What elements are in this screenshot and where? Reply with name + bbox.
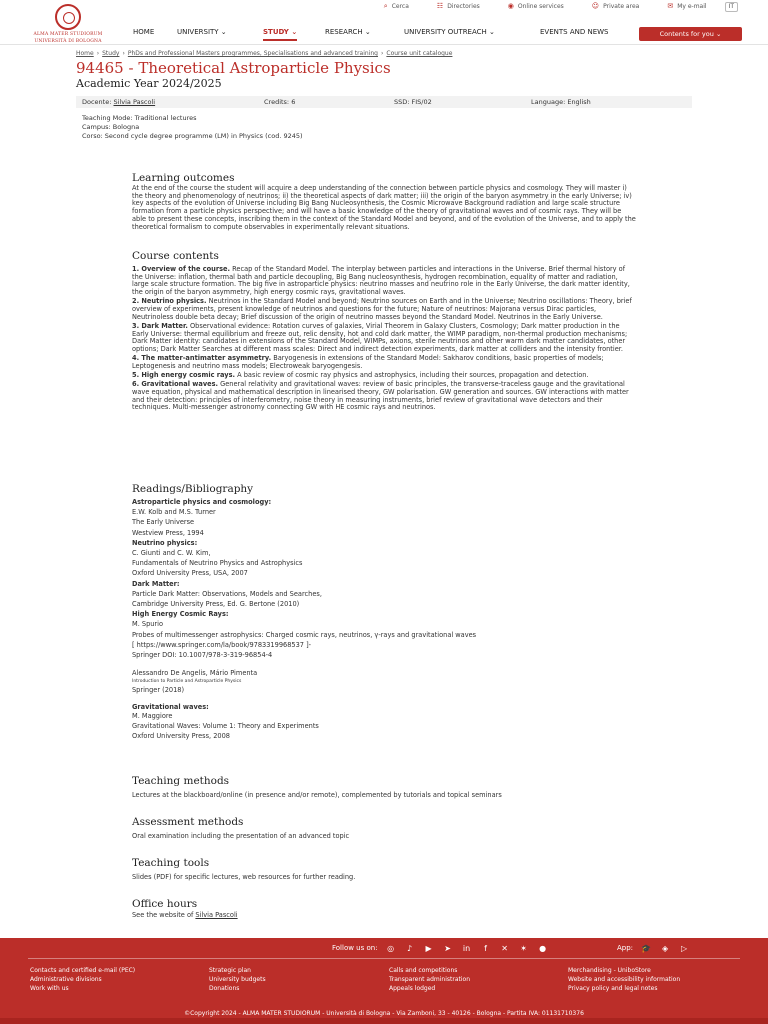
content-item-text: General relativity and gravitational waves: review of basic principles, the transverse-traceless gauge and the gravitational wave equation, physical and mathematical description in linearised theory, GW polarisation. GW generation and sources. GW interactions with matter and their detection: principles of interferometry, noise theory in measuring instruments, brief review of gravitational wave detectors and their techniques. Multi-messenger astronomy connecting GW with HE cosmic rays and neutrinos. bbox=[132, 380, 629, 412]
tiktok-icon[interactable]: ♪ bbox=[407, 943, 413, 953]
footer-link[interactable]: Transparent administration bbox=[389, 976, 471, 984]
language-switch[interactable]: IT bbox=[725, 2, 738, 12]
content-item bbox=[132, 298, 636, 321]
bib-line: Particle Dark Matter: Observations, Models and Searches, bbox=[132, 589, 322, 598]
content-item-label: 3. Dark Matter. bbox=[132, 321, 188, 330]
office-hours-heading: Office hours bbox=[132, 898, 198, 910]
breadcrumb-separator: › bbox=[122, 50, 125, 57]
content-item-label: 1. Overview of the course. bbox=[132, 265, 231, 273]
office-hours-section bbox=[132, 898, 636, 920]
bib-line: Probes of multimessenger astrophysics: Charged cosmic rays, neutrinos, γ-rays and gravitational waves bbox=[132, 630, 477, 639]
content-item bbox=[132, 355, 636, 370]
breadcrumb-study[interactable]: Study bbox=[102, 50, 120, 57]
learning-outcomes-section bbox=[132, 172, 636, 231]
bib-line: Springer (2018) bbox=[132, 686, 185, 695]
telegram-icon[interactable]: ➤ bbox=[444, 943, 451, 953]
footer-link[interactable]: Website and accessibility information bbox=[568, 976, 681, 984]
nav-university[interactable] bbox=[177, 28, 227, 37]
footer-link[interactable]: Merchandising - UniboStore bbox=[568, 967, 651, 974]
bib-group-heading bbox=[132, 704, 636, 711]
social-links bbox=[332, 943, 549, 955]
breadcrumb-separator: › bbox=[96, 50, 100, 57]
topbar-link-label: Cerca bbox=[391, 3, 409, 11]
facebook-icon[interactable]: f bbox=[484, 943, 487, 953]
bib-spacer bbox=[132, 660, 636, 668]
nav-label: UNIVERSITY OUTREACH bbox=[404, 28, 487, 36]
teaching-methods-text: Lectures at the blackboard/online (in presence and/or remote), complemented by tutorials and topical seminars bbox=[132, 791, 502, 799]
breadcrumb bbox=[76, 50, 692, 58]
online-services-icon: ◉ bbox=[507, 2, 514, 11]
footer-col-1 bbox=[30, 966, 135, 994]
bib-line: Introduction to Particle and Astroparticle Physics bbox=[132, 679, 242, 685]
office-hours-link[interactable]: Silvia Pascoli bbox=[195, 911, 238, 919]
footer-link[interactable]: Strategic plan bbox=[209, 967, 251, 974]
content-item-text: Observational evidence: Rotation curves of galaxies, Virial Theorem in Galaxy Clusters, Cosmology; Dark matter production in the Early Universe: thermal equilibrium and freeze out, relic density, hot and cold dark matter, the WIMP paradigm, non-thermal production mechanisms; Dark Matter identity: candidates in extensions of the Standard Model, WIMPs, axions, sterile neutrinos and other warm dark matter candidates, other options; Dark Matter Searches at different mass scales: Direct and indirect detection experiments, dark matter at colliders and the intensity frontier. bbox=[132, 321, 628, 354]
graduation-app-icon[interactable]: 🎓 bbox=[641, 943, 652, 953]
bib-line: Oxford University Press, 2008 bbox=[132, 732, 231, 741]
footer-divider bbox=[28, 958, 740, 959]
content-item bbox=[132, 381, 636, 412]
topbar-link-directories[interactable] bbox=[437, 2, 480, 11]
breadcrumb-catalogue[interactable]: Course unit catalogue bbox=[386, 50, 453, 57]
nav-university-outreach[interactable] bbox=[404, 28, 495, 37]
utility-bar bbox=[0, 0, 768, 14]
bib-line: Oxford University Press, USA, 2007 bbox=[132, 569, 248, 578]
teaching-tools-section bbox=[132, 857, 636, 882]
footer-link[interactable]: Contacts and certified e-mail (PEC) bbox=[30, 967, 136, 974]
teaching-tools-heading: Teaching tools bbox=[132, 857, 210, 869]
learning-outcomes-text: At the end of the course the student will acquire a deep understanding of the connection between particle physics and cosmology. They will master i) the theory and phenomenology of neutrinos; ii) the theoretical aspects of dark matter; iii) the origin of the baryon asymmetry in the early Universe; iv) key aspects of the evolution of Universe including Big Bang Nucleosynthesis, the Cosmic Microwave Background radiation and large scale structure formation from a particle physics perspective; and will have a basic knowledge of the theory of gravitational waves and of cosmic rays. They will be able to present these concepts, inscribing them in the context of the Standard Model and beyond, and of the evolution of the Universe, and to apply the theoretical formalism to compute observables in experimentally relevant situations. bbox=[132, 184, 636, 231]
bib-link[interactable]: [ https://www.springer.com/la/book/9783319968537 ]- bbox=[132, 640, 312, 649]
readings-heading: Readings/Bibliography bbox=[132, 483, 254, 495]
topbar-link-online-services[interactable] bbox=[508, 2, 564, 11]
bib-line: Fundamentals of Neutrino Physics and Astrophysics bbox=[132, 559, 303, 568]
ssd-info: SSD: FIS/02 bbox=[394, 97, 432, 106]
office-hours-text bbox=[132, 912, 636, 920]
campus: Campus: Bologna bbox=[82, 122, 140, 131]
breadcrumb-separator: › bbox=[380, 50, 384, 57]
chevron-down-icon: ⌄ bbox=[715, 29, 722, 38]
teacher-link[interactable]: Silvia Pascoli bbox=[113, 97, 156, 106]
content-item-text: Baryogenesis in extensions of the Standard Model: Sakharov conditions, basic properties of models; Leptogenesis and neutrino mass models; Electroweak baryogengesis. bbox=[132, 354, 604, 370]
content-item-label: 5. High energy cosmic rays. bbox=[132, 371, 236, 380]
breadcrumb-phds[interactable]: PhDs and Professional Masters programmes, Specialisations and advanced training bbox=[127, 50, 378, 57]
spreaker-icon[interactable]: ✶ bbox=[520, 943, 527, 953]
academic-year: Academic Year 2024/2025 bbox=[76, 76, 222, 90]
nav-events-news[interactable]: EVENTS AND NEWS bbox=[540, 28, 609, 36]
content-item-label: 6. Gravitational waves. bbox=[132, 380, 219, 389]
app-store-icon[interactable]: ◈ bbox=[661, 943, 669, 953]
teacher-info bbox=[82, 98, 155, 106]
topbar-link-label: Private area bbox=[603, 3, 640, 11]
follow-us-label: Follow us on: bbox=[332, 944, 378, 953]
content-item-text: Neutrinos in the Standard Model and beyond; Neutrino sources on Earth and in the Universe; Neutrino oscillations: Theory, brief overview of experiments, present knowledge of neutrinos and questions for the future; Nature of neutrinos: Majorana versus Dirac particles, Neutrinoless double beta decay; Brief discussion of the origin of neutrino masses beyond the Standard Model. Neutrinos in the Early Universe. bbox=[132, 297, 632, 321]
topbar-link-label: Directories bbox=[447, 3, 480, 11]
footer-col-4 bbox=[568, 966, 680, 994]
bib-group-heading bbox=[132, 538, 636, 548]
readings-section bbox=[132, 483, 636, 741]
nav-divider bbox=[0, 44, 768, 45]
content-item-label: 2. Neutrino physics. bbox=[132, 297, 207, 306]
x-icon[interactable]: ✕ bbox=[501, 943, 508, 953]
youtube-icon[interactable]: ▶ bbox=[425, 943, 432, 953]
directory-icon: ☷ bbox=[436, 2, 444, 11]
nav-research[interactable] bbox=[325, 28, 371, 37]
teacher-label: Docente: bbox=[82, 97, 112, 106]
credits-info: Credits: 6 bbox=[264, 97, 296, 106]
learning-outcomes-heading: Learning outcomes bbox=[132, 172, 235, 184]
brand-line-2: UNIVERSITÀ DI BOLOGNA bbox=[34, 39, 102, 45]
footer-link[interactable]: Calls and competitions bbox=[389, 967, 458, 974]
topbar-link-label: Online services bbox=[517, 3, 564, 11]
assessment-text: Oral examination including the presentation of an advanced topic bbox=[132, 832, 350, 840]
bib-line: The Early Universe bbox=[132, 518, 195, 527]
course-info-bar bbox=[76, 96, 692, 108]
assessment-section bbox=[132, 816, 636, 841]
footer-link[interactable]: Work with us bbox=[30, 985, 69, 993]
bib-line: Gravitational Waves: Volume 1: Theory and Experiments bbox=[132, 721, 319, 730]
bib-heading-text: Neutrino physics: bbox=[132, 538, 198, 547]
bib-line: M. Maggiore bbox=[132, 711, 173, 720]
bib-line: M. Spurio bbox=[132, 620, 164, 629]
topbar-link-label: My e-mail bbox=[677, 3, 707, 11]
chevron-down-icon: ⌄ bbox=[291, 28, 298, 36]
degree-programme: Corso: Second cycle degree programme (LM) in Physics (cod. 9245) bbox=[82, 131, 303, 140]
nav-home[interactable]: HOME bbox=[133, 28, 155, 36]
footer bbox=[0, 938, 768, 1024]
bib-line: Springer DOI: 10.1007/978-3-319-96854-4 bbox=[132, 651, 273, 660]
footer-col-3 bbox=[389, 966, 470, 994]
bib-group-heading bbox=[132, 497, 636, 507]
chevron-down-icon: ⌄ bbox=[489, 28, 495, 36]
nav-label: UNIVERSITY bbox=[177, 28, 219, 36]
bibliography bbox=[132, 497, 636, 741]
content-item bbox=[132, 266, 636, 297]
contents-for-you-button[interactable] bbox=[639, 27, 742, 41]
play-store-icon[interactable]: ▷ bbox=[680, 943, 688, 953]
bib-heading-text: Gravitational waves: bbox=[132, 702, 209, 711]
app-links bbox=[617, 943, 690, 955]
breadcrumb-home[interactable]: Home bbox=[76, 50, 94, 57]
bib-group-heading bbox=[132, 579, 636, 589]
footer-col-2 bbox=[209, 966, 266, 994]
content-item-text: A basic review of cosmic ray physics and astrophysics, including their sources, propagation and detection. bbox=[235, 371, 589, 380]
language-info: Language: English bbox=[531, 97, 591, 106]
bib-line: C. Giunti and C. W. Kim, bbox=[132, 549, 211, 558]
nav-label: RESEARCH bbox=[325, 28, 363, 36]
bib-line: Cambridge University Press, Ed. G. Bertone (2010) bbox=[132, 600, 300, 609]
bib-line: E.W. Kolb and M.S. Turner bbox=[132, 508, 216, 517]
page-title: 94465 - Theoretical Astroparticle Physics bbox=[76, 58, 391, 77]
search-icon: ⌕ bbox=[383, 2, 388, 11]
bib-heading-text: Astroparticle physics and cosmology: bbox=[132, 498, 272, 506]
nav-label: STUDY bbox=[263, 28, 289, 36]
private-area-icon: ☺ bbox=[591, 2, 600, 11]
footer-link[interactable]: Appeals lodged bbox=[389, 985, 436, 993]
instagram-icon[interactable]: ◎ bbox=[387, 943, 395, 953]
nav-study[interactable] bbox=[263, 28, 297, 37]
content-item bbox=[132, 372, 636, 380]
chevron-down-icon: ⌄ bbox=[220, 28, 227, 36]
email-icon: ✉ bbox=[667, 2, 674, 11]
teaching-methods-section bbox=[132, 775, 636, 800]
app-label: App: bbox=[617, 944, 634, 953]
bib-group-heading bbox=[132, 609, 636, 619]
bib-line: Westview Press, 1994 bbox=[132, 528, 204, 537]
topbar-link-private-area[interactable] bbox=[592, 2, 640, 11]
topbar-link-email[interactable] bbox=[667, 2, 706, 11]
bib-heading-text: High Energy Cosmic Rays: bbox=[132, 610, 229, 619]
footer-link[interactable]: Privacy policy and legal notes bbox=[568, 985, 658, 993]
assessment-heading: Assessment methods bbox=[132, 816, 244, 828]
teaching-tools-text: Slides (PDF) for specific lectures, web resources for further reading. bbox=[132, 873, 356, 881]
content-item-text: Recap of the Standard Model. The interplay between particles and interactions in the Universe. Brief thermal history of the Universe: inflation, thermal bath and particle decoupling, Big Bang nucleosynthesis, hydrogen recombination, equality of matter and radiation, large scale structure formation. The big five in astroparticle physics: neutrino masses and neutrino role in the Early Universe, the dark matter identity, the origin of the baryon asymmetry, high energy cosmic rays, gravitational waves. bbox=[132, 265, 630, 297]
brand-line-1: ALMA MATER STUDIORUM bbox=[33, 32, 103, 37]
copyright: ©Copyright 2024 - ALMA MATER STUDIORUM - Università di Bologna - Via Zamboni, 33 - 40126 - Bologna - Partita IVA: 01131710376 bbox=[184, 1010, 584, 1017]
teaching-mode: Teaching Mode: Traditional lectures bbox=[82, 113, 197, 122]
content-item-label: 4. The matter-antimatter asymmetry. bbox=[132, 354, 272, 363]
teaching-methods-heading: Teaching methods bbox=[132, 775, 230, 787]
bib-heading-text: Dark Matter: bbox=[132, 579, 180, 588]
bib-line: Alessandro De Angelis, Mário Pimenta bbox=[132, 669, 258, 678]
course-contents-heading: Course contents bbox=[132, 250, 219, 262]
footer-bottom-strip bbox=[0, 1018, 768, 1024]
office-hours-prefix: See the website of bbox=[132, 911, 196, 919]
contents-button-label: Contents for you bbox=[659, 29, 714, 38]
footer-link[interactable]: Administrative divisions bbox=[30, 976, 102, 984]
content-item bbox=[132, 323, 636, 354]
chevron-down-icon: ⌄ bbox=[364, 28, 371, 36]
linkedin-icon[interactable]: in bbox=[462, 943, 471, 953]
course-header bbox=[76, 50, 692, 141]
course-meta bbox=[76, 114, 692, 141]
more-icon[interactable]: ● bbox=[539, 943, 547, 953]
footer-link[interactable]: University budgets bbox=[209, 976, 266, 984]
topbar-link-search[interactable] bbox=[384, 2, 409, 11]
footer-link[interactable]: Donations bbox=[209, 985, 240, 993]
course-contents-section bbox=[132, 250, 636, 414]
